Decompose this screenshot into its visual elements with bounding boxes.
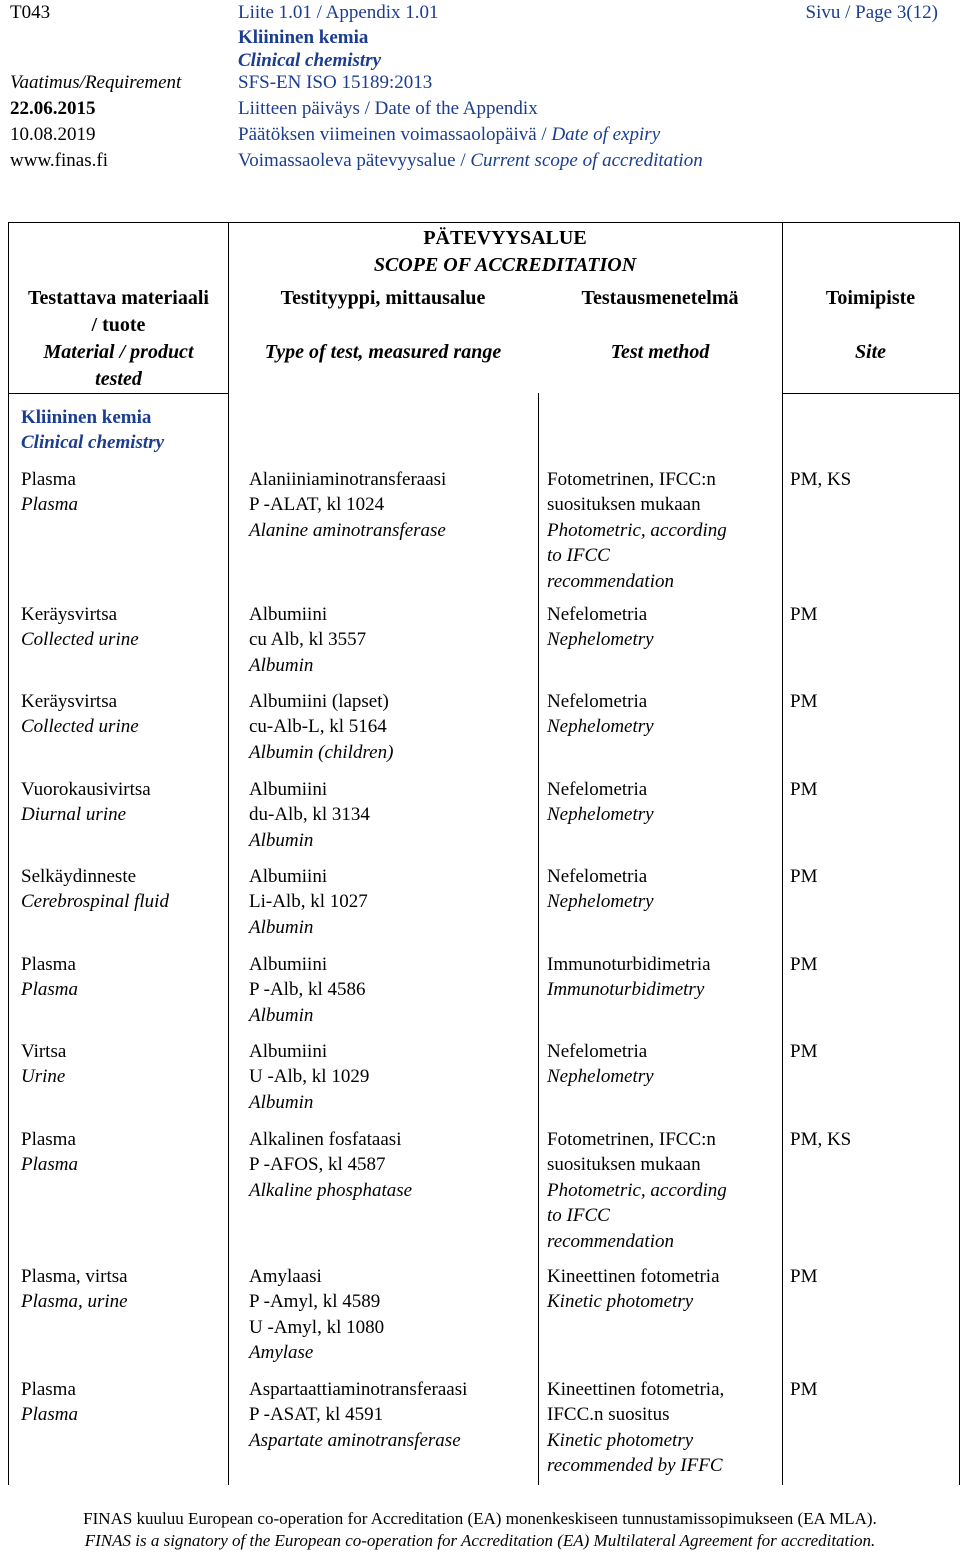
site-cell xyxy=(790,864,817,889)
test-cell xyxy=(249,1039,369,1115)
method-cell xyxy=(547,1377,724,1479)
expiry-date-label xyxy=(238,125,660,145)
test-cell-line: Albumin xyxy=(249,829,314,851)
material-cell-line: Cerebrospinal fluid xyxy=(21,891,169,913)
scope-label-en: Current scope of accreditation xyxy=(470,150,703,171)
method-cell xyxy=(547,602,654,653)
site-cell-line: PM xyxy=(790,1379,818,1400)
material-cell-line: Collected urine xyxy=(21,629,139,651)
material-cell xyxy=(21,1264,128,1315)
material-cell-line: Plasma xyxy=(21,1379,76,1400)
test-cell xyxy=(249,689,393,765)
test-cell-line: Albumiini (lapset) xyxy=(249,691,389,712)
method-cell-line: Immunoturbidimetria xyxy=(547,954,711,975)
expiry-label-en: Date of expiry xyxy=(551,124,661,145)
test-cell-line: du-Alb, kl 3134 xyxy=(249,804,370,826)
test-cell-line: P -Alb, kl 4586 xyxy=(249,979,366,1001)
material-cell xyxy=(21,1127,78,1178)
test-cell-line: cu Alb, kl 3557 xyxy=(249,629,367,651)
method-cell xyxy=(547,864,654,915)
test-cell-line: Aspartate aminotransferase xyxy=(249,1429,461,1451)
material-header-en-1: Material / product xyxy=(43,341,194,363)
scope-table xyxy=(8,222,960,1485)
material-header xyxy=(9,285,228,393)
material-cell-line: Plasma xyxy=(21,1129,76,1150)
test-cell-line: Alkalinen fosfataasi xyxy=(249,1129,402,1150)
header-rule-left xyxy=(9,393,228,394)
material-cell xyxy=(21,952,78,1003)
material-cell xyxy=(21,467,78,518)
test-cell xyxy=(249,1377,467,1453)
site-cell-line: PM xyxy=(790,1266,818,1287)
site-cell xyxy=(790,1127,851,1152)
material-cell-line: Plasma xyxy=(21,469,76,490)
method-cell xyxy=(547,777,654,828)
method-cell-line: Fotometrinen, IFCC:n xyxy=(547,1129,716,1150)
method-cell-line: Nephelometry xyxy=(547,1066,654,1088)
material-cell xyxy=(21,1039,66,1090)
footer-en: FINAS is a signatory of the European co-operation for Accreditation (EA) Multilateral Agreement for accreditation. xyxy=(84,1531,876,1550)
method-cell-line: Nefelometria xyxy=(547,866,648,887)
test-cell-line: U -Alb, kl 1029 xyxy=(249,1066,370,1088)
test-cell xyxy=(249,777,370,853)
unit-name-en: Clinical chemistry xyxy=(238,50,382,71)
site-header-en: Site xyxy=(854,341,887,363)
method-cell-line: suosituksen mukaan xyxy=(547,494,701,516)
method-cell-line: Nefelometria xyxy=(547,691,648,712)
method-cell-line: Nefelometria xyxy=(547,779,648,800)
material-cell-line: Plasma, virtsa xyxy=(21,1266,128,1287)
scope-label-fi: Voimassaoleva pätevyysalue / xyxy=(238,150,471,171)
method-cell-line: Photometric, according xyxy=(547,1179,727,1201)
site-cell-line: PM, KS xyxy=(790,469,852,490)
site-header xyxy=(782,285,959,366)
site-header-fi: Toimipiste xyxy=(825,287,916,309)
test-cell xyxy=(249,952,365,1028)
test-method-header-fi: Testausmenetelmä xyxy=(581,287,739,309)
table-divider-1 xyxy=(228,223,229,1485)
method-cell xyxy=(547,952,711,1003)
site-cell xyxy=(790,467,851,492)
method-cell-line: Nephelometry xyxy=(547,716,654,738)
test-cell-line: Albumin (children) xyxy=(249,741,394,763)
method-cell xyxy=(547,689,654,740)
method-cell xyxy=(547,467,727,594)
test-cell-line: Albumiini xyxy=(249,866,328,887)
appendix-date-label: Liitteen päiväys / Date of the Appendix xyxy=(238,98,538,119)
material-cell-line: Keräysvirtsa xyxy=(21,691,118,712)
scope-title-en: SCOPE OF ACCREDITATION xyxy=(373,254,637,276)
method-cell-line: Nephelometry xyxy=(547,891,654,913)
method-cell-line: Nefelometria xyxy=(547,1041,648,1062)
material-cell-line: Plasma xyxy=(21,1154,78,1176)
material-cell xyxy=(21,689,139,740)
test-cell-line: Li-Alb, kl 1027 xyxy=(249,891,368,913)
method-cell-line: Photometric, according xyxy=(547,519,727,541)
method-cell-line: Kinetic photometry xyxy=(547,1291,694,1313)
page-number: Sivu / Page 3(12) xyxy=(805,2,938,23)
method-cell-line: Fotometrinen, IFCC:n xyxy=(547,469,716,490)
site-cell-line: PM xyxy=(790,691,818,712)
section-title xyxy=(21,405,164,456)
method-cell-line: Nephelometry xyxy=(547,629,654,651)
method-cell-line: to IFCC xyxy=(547,545,610,567)
material-cell xyxy=(21,864,169,915)
site-cell xyxy=(790,777,817,802)
material-cell-line: Diurnal urine xyxy=(21,804,127,826)
material-cell xyxy=(21,1377,78,1428)
method-cell-line: Nefelometria xyxy=(547,604,648,625)
site-cell xyxy=(790,1377,817,1402)
test-cell-line: P -ASAT, kl 4591 xyxy=(249,1404,384,1426)
section-title-fi: Kliininen kemia xyxy=(21,407,152,428)
test-cell-line: Albumin xyxy=(249,1004,314,1026)
site-cell-line: PM xyxy=(790,866,818,887)
site-cell xyxy=(790,1264,817,1289)
site-cell xyxy=(790,602,817,627)
material-header-fi-2: / tuote xyxy=(91,314,146,336)
expiry-date: 10.08.2019 xyxy=(10,124,96,145)
material-cell-line: Plasma xyxy=(21,979,78,1001)
material-cell-line: Plasma xyxy=(21,954,76,975)
test-cell xyxy=(249,1264,384,1366)
footer-fi: FINAS kuuluu European co-operation for Accreditation (EA) monenkeskiseen tunnustamissopimukseen (EA MLA). xyxy=(83,1509,877,1528)
expiry-label-fi: Päätöksen viimeinen voimassaolopäivä / xyxy=(238,124,552,145)
test-cell-line: P -ALAT, kl 1024 xyxy=(249,494,385,516)
test-type-header-en: Type of test, measured range xyxy=(264,341,502,363)
test-cell-line: Albumiini xyxy=(249,1041,328,1062)
test-cell xyxy=(249,602,366,678)
requirement-label: Vaatimus/Requirement xyxy=(10,72,182,93)
method-cell-line: Kineettinen fotometria xyxy=(547,1266,720,1287)
site-cell-line: PM, KS xyxy=(790,1129,852,1150)
site-cell xyxy=(790,952,817,977)
method-cell-line: recommended by IFFC xyxy=(547,1455,723,1477)
material-cell-line: Vuorokausivirtsa xyxy=(21,779,151,800)
material-cell-line: Virtsa xyxy=(21,1041,67,1062)
method-cell xyxy=(547,1264,720,1315)
material-header-fi-1: Testattava materiaali xyxy=(28,287,209,309)
method-cell-line: recommendation xyxy=(547,570,674,592)
test-cell-line: Albumiini xyxy=(249,954,328,975)
test-cell-line: cu-Alb-L, kl 5164 xyxy=(249,716,387,738)
material-cell-line: Plasma xyxy=(21,1404,78,1426)
site-cell-line: PM xyxy=(790,604,818,625)
test-cell-line: Albumin xyxy=(249,1091,314,1113)
method-cell-line: suosituksen mukaan xyxy=(547,1154,701,1176)
unit-name-fi: Kliininen kemia xyxy=(238,27,369,48)
test-cell-line: Alanine aminotransferase xyxy=(249,519,446,541)
method-cell-line: Immunoturbidimetry xyxy=(547,979,705,1001)
test-cell-line: Alkaline phosphatase xyxy=(249,1179,413,1201)
test-cell-line: Albumin xyxy=(249,916,314,938)
test-cell xyxy=(249,864,368,940)
website-link[interactable]: www.finas.fi xyxy=(10,150,108,171)
appendix-date: 22.06.2015 xyxy=(10,98,96,119)
material-cell xyxy=(21,602,139,653)
site-cell-line: PM xyxy=(790,779,818,800)
test-cell-line: Amylase xyxy=(249,1342,314,1364)
test-type-header xyxy=(228,285,538,366)
material-cell-line: Urine xyxy=(21,1066,66,1088)
material-cell-line: Keräysvirtsa xyxy=(21,604,118,625)
site-cell-line: PM xyxy=(790,954,818,975)
site-cell xyxy=(790,1039,817,1064)
site-cell-line: PM xyxy=(790,1041,818,1062)
table-divider-3 xyxy=(782,223,783,1485)
scope-title xyxy=(228,225,782,279)
section-title-en: Clinical chemistry xyxy=(21,432,165,454)
test-cell-line: Albumin xyxy=(249,654,314,676)
test-method-header xyxy=(538,285,782,366)
appendix-number: Liite 1.01 / Appendix 1.01 xyxy=(238,2,439,23)
method-cell-line: Kineettinen fotometria, xyxy=(547,1379,725,1400)
scope-title-fi: PÄTEVYYSALUE xyxy=(423,227,587,249)
method-cell-line: IFCC.n suositus xyxy=(547,1404,670,1426)
test-cell-line: Amylaasi xyxy=(249,1266,322,1287)
material-cell-line: Collected urine xyxy=(21,716,139,738)
test-method-header-en: Test method xyxy=(610,341,710,363)
test-cell-line: P -AFOS, kl 4587 xyxy=(249,1154,386,1176)
method-cell-line: to IFCC xyxy=(547,1205,610,1227)
material-cell-line: Plasma, urine xyxy=(21,1291,128,1313)
test-cell-line: Albumiini xyxy=(249,604,328,625)
requirement-value: SFS-EN ISO 15189:2013 xyxy=(238,72,433,93)
method-cell-line: Kinetic photometry xyxy=(547,1429,694,1451)
method-cell-line: Nephelometry xyxy=(547,804,654,826)
method-cell xyxy=(547,1127,727,1254)
test-cell-line: U -Amyl, kl 1080 xyxy=(249,1316,385,1338)
material-cell-line: Plasma xyxy=(21,494,78,516)
material-header-en-2: tested xyxy=(95,368,142,390)
table-divider-2 xyxy=(538,393,539,1485)
scope-label xyxy=(238,151,703,171)
site-cell xyxy=(790,689,817,714)
test-cell-line: Aspartaattiaminotransferaasi xyxy=(249,1379,468,1400)
material-cell-line: Selkäydinneste xyxy=(21,866,137,887)
test-cell-line: P -Amyl, kl 4589 xyxy=(249,1291,381,1313)
header-rule-right xyxy=(782,393,959,394)
method-cell-line: recommendation xyxy=(547,1230,674,1252)
test-type-header-fi: Testityyppi, mittausalue xyxy=(280,287,486,309)
test-cell xyxy=(249,467,446,543)
method-cell xyxy=(547,1039,654,1090)
doc-code: T043 xyxy=(10,2,51,23)
test-cell xyxy=(249,1127,412,1203)
material-cell xyxy=(21,777,151,828)
test-cell-line: Albumiini xyxy=(249,779,328,800)
test-cell-line: Alaniiniaminotransferaasi xyxy=(249,469,447,490)
